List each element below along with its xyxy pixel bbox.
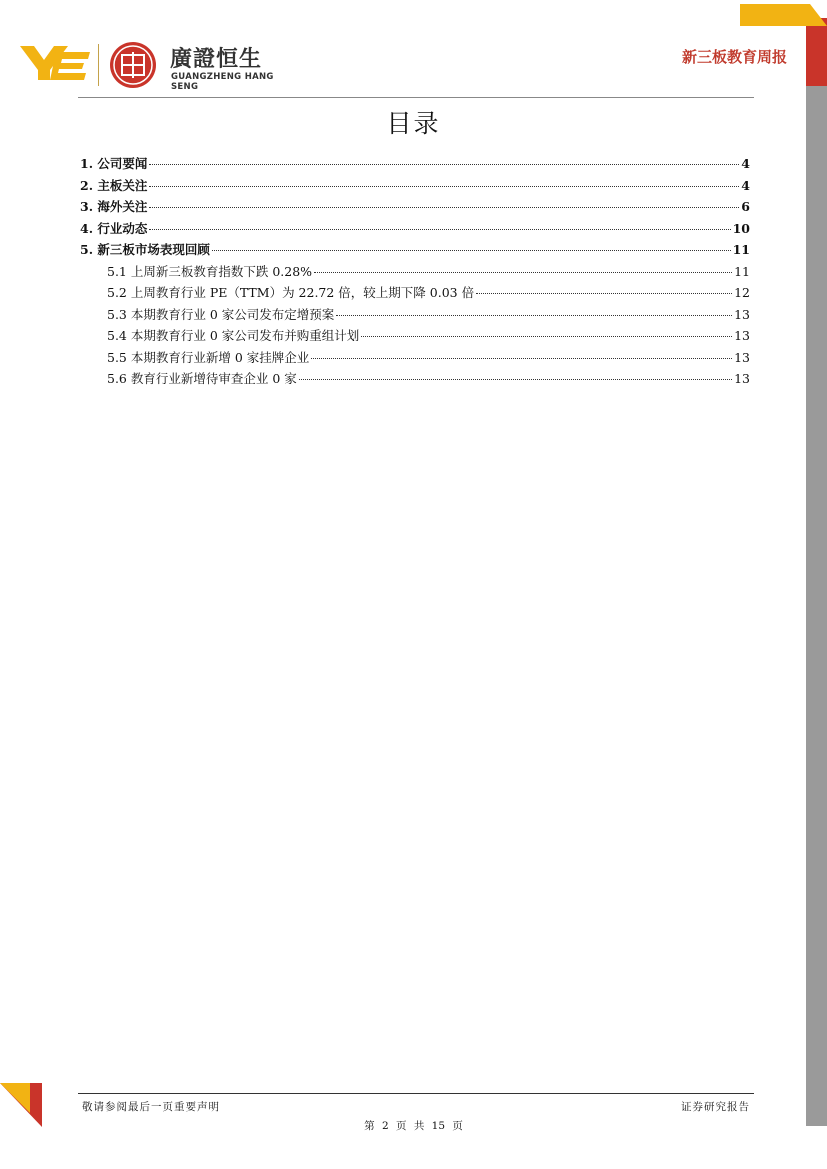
toc-leader-dots — [212, 250, 731, 251]
company-logo — [20, 40, 300, 92]
toc-entry-page: 11 — [732, 242, 750, 257]
ye-logo-icon — [20, 42, 92, 82]
toc-entry[interactable] — [80, 305, 750, 327]
toc-entry-page: 6 — [741, 199, 750, 214]
toc-entry-page: 13 — [734, 306, 750, 322]
toc-title: 目录 — [386, 109, 441, 138]
toc-leader-dots — [311, 358, 732, 359]
toc-leader-dots — [149, 164, 739, 165]
toc-entry[interactable] — [80, 326, 750, 348]
toc-entry-label: 5.1 上周新三板教育指数下跌 0.28% — [107, 263, 313, 279]
toc-leader-dots — [336, 315, 732, 316]
toc-entry-label: 3. 海外关注 — [80, 199, 148, 214]
footer-divider — [78, 1093, 754, 1094]
toc-entry-label: 5.4 本期教育行业 0 家公司发布并购重组计划 — [107, 328, 360, 343]
logo-english-name: GUANGZHENG HANG SENG — [171, 72, 274, 92]
toc-leader-dots — [314, 272, 732, 273]
toc-entry[interactable] — [80, 240, 750, 262]
toc-leader-dots — [149, 186, 739, 187]
header-divider — [78, 97, 754, 98]
toc-entry-page: 12 — [734, 285, 750, 300]
toc-entry-page: 13 — [734, 371, 750, 386]
toc-entry-label: 5. 新三板市场表现回顾 — [80, 242, 210, 257]
table-of-contents — [80, 154, 750, 391]
toc-entry-page: 10 — [732, 220, 750, 236]
seal-icon — [108, 40, 158, 90]
toc-leader-dots — [361, 336, 732, 337]
toc-entry[interactable] — [80, 262, 750, 284]
toc-entry[interactable] — [80, 348, 750, 370]
side-accent-gray — [806, 86, 827, 1126]
corner-triangle-icon — [0, 1083, 42, 1127]
toc-entry[interactable] — [80, 283, 750, 305]
toc-entry-label: 5.3 本期教育行业 0 家公司发布定增预案 — [107, 306, 335, 322]
toc-entry-label: 5.2 上周教育行业 PE（TTM）为 22.72 倍，较上期下降 0.03 倍 — [107, 285, 475, 300]
toc-entry-label: 1. 公司要闻 — [80, 156, 148, 171]
toc-entry[interactable] — [80, 154, 750, 176]
toc-entry-label: 5.6 教育行业新增待审查企业 0 家 — [107, 371, 297, 386]
toc-entry-page: 4 — [741, 177, 750, 193]
toc-leader-dots — [149, 229, 730, 230]
side-accent-red — [806, 18, 827, 86]
footer-disclaimer: 敬请参阅最后一页重要声明 — [82, 1101, 220, 1113]
toc-entry-label: 5.5 本期教育行业新增 0 家挂牌企业 — [107, 349, 310, 365]
logo-chinese-name: 廣證恒生 — [170, 47, 263, 72]
toc-entry[interactable] — [80, 176, 750, 198]
report-title: 新三板教育周报 — [681, 48, 787, 66]
toc-leader-dots — [149, 207, 739, 208]
toc-leader-dots — [476, 293, 732, 294]
toc-leader-dots — [299, 379, 732, 380]
top-tab-shape — [740, 4, 827, 26]
toc-entry-page: 13 — [734, 349, 750, 365]
toc-entry[interactable] — [80, 219, 750, 241]
toc-entry-label: 2. 主板关注 — [80, 177, 148, 193]
toc-entry-page: 13 — [734, 328, 750, 343]
logo-separator — [98, 44, 99, 86]
toc-entry-page: 4 — [741, 156, 750, 171]
toc-entry[interactable] — [80, 197, 750, 219]
footer-doc-type: 证券研究报告 — [681, 1101, 750, 1113]
toc-entry[interactable] — [80, 369, 750, 391]
toc-entry-page: 11 — [734, 263, 750, 279]
page-number: 第 2 页 共 15 页 — [364, 1120, 463, 1132]
toc-entry-label: 4. 行业动态 — [80, 220, 148, 236]
